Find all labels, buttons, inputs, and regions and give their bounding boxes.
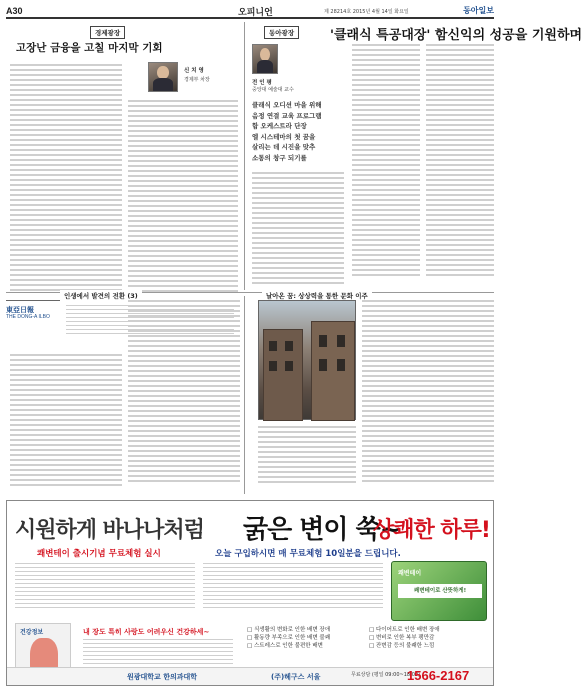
bottom-divider: [244, 296, 245, 494]
page-number: A30: [6, 6, 23, 16]
ad-body-text-a: [15, 563, 195, 611]
product-package: [391, 561, 487, 621]
checklist-item[interactable]: □ 잔변감 등의 불쾌한 느낌: [369, 643, 435, 649]
ad-title-part2: 굵은 변이 쑥~: [243, 515, 401, 545]
checklist-item[interactable]: □ 식생활의 변화로 인한 배변 장애: [247, 627, 331, 633]
ad-footer: [7, 667, 493, 685]
street-photo: [258, 300, 356, 420]
checklist-item[interactable]: □ 변비로 인한 복부 팽만감: [369, 635, 435, 641]
masthead-logo: 東亞日報: [6, 305, 34, 314]
right-author-name: 전 인 평: [252, 80, 272, 86]
author-name: 신 치 영: [184, 68, 204, 74]
section-title: 오피니언: [238, 8, 273, 18]
bottom-right-text-b: [362, 300, 494, 485]
ad-subtitle-red: 쾌변테이 출시기념 무료체험 실시: [37, 549, 161, 559]
page-header: [6, 5, 494, 19]
date-line: 제 28214호 2015년 4월 14일 화요일: [324, 9, 409, 15]
ad-body-text-c: [83, 639, 233, 667]
right-author-photo: [252, 44, 278, 74]
bottom-right-text-a: [258, 426, 356, 486]
ad-title-part1: 시원하게 바나나처럼: [15, 518, 204, 543]
left-body-text-a: [10, 64, 122, 294]
footer-company: (주)헤구스 서울: [271, 673, 321, 681]
checklist-item[interactable]: □ 활동량 부족으로 인한 배변 불쾌: [247, 635, 331, 641]
right-title: '클래식 특공대장' 함신익의 성공을 기원하며: [330, 28, 582, 43]
brand-logo: 동아일보: [463, 6, 494, 15]
bottom-right-head: 날아온 꿈: 상상력을 통한 문화 이주: [262, 290, 372, 301]
left-headline: 고장난 금융을 고칠 마지막 기회: [16, 42, 163, 54]
bottom-left-text-b: [128, 300, 240, 485]
checklist-item[interactable]: □ 스트레스로 인한 불편한 배변: [247, 643, 323, 649]
phone-number[interactable]: 1566-2167: [407, 668, 470, 683]
column-divider: [244, 22, 245, 290]
right-author-role: 중앙대 예술대 교수: [252, 87, 294, 93]
masthead-logo-en: THE DONG-A ILBO: [6, 314, 50, 320]
footer-university: 원광대학교 한의과대학: [127, 673, 198, 681]
right-body-text-c: [426, 44, 494, 279]
health-label: 건강정보: [20, 629, 44, 636]
ad-subtitle-blue: 오늘 구입하시면 매 무료체험 10일분을 드립니다.: [215, 549, 401, 559]
advertisement[interactable]: [6, 500, 494, 686]
bottom-left-text-a: [10, 354, 122, 489]
right-pull-quote: 클래식 오디션 마을 위해 음정 연결 교육 프로그램 함 오케스트라 단장 엘 시스테마의 첫 꿈을 살리는 데 시진을 맞추 소통의 창구 되기를: [252, 101, 322, 162]
bottom-left-head: 인생에서 발견의 전환 (3): [60, 290, 142, 301]
package-badge: 쾌변테이로 산뜻하게!: [398, 584, 482, 598]
ad-question: 내 장도 특히 사랑도 어려우신 건강하세~: [83, 628, 210, 636]
ad-title-part3: 상쾌한 하루!: [373, 518, 490, 543]
author-photo: [148, 62, 178, 92]
right-body-text-a: [252, 172, 344, 287]
author-role: 경제부 차장: [184, 77, 210, 83]
right-body-text-b: [352, 44, 420, 279]
left-column-head: 경제광장: [90, 26, 125, 39]
checklist-item[interactable]: □ 다이어트로 인한 배변 장애: [369, 627, 440, 633]
ad-body-text-b: [203, 563, 383, 611]
footer-note: 무료상담 (평일 09:00~18:00): [351, 672, 421, 678]
right-column-head: 동아광장: [264, 26, 299, 39]
package-label: 쾌변테이: [398, 570, 422, 577]
left-body-text-b: [128, 100, 238, 295]
